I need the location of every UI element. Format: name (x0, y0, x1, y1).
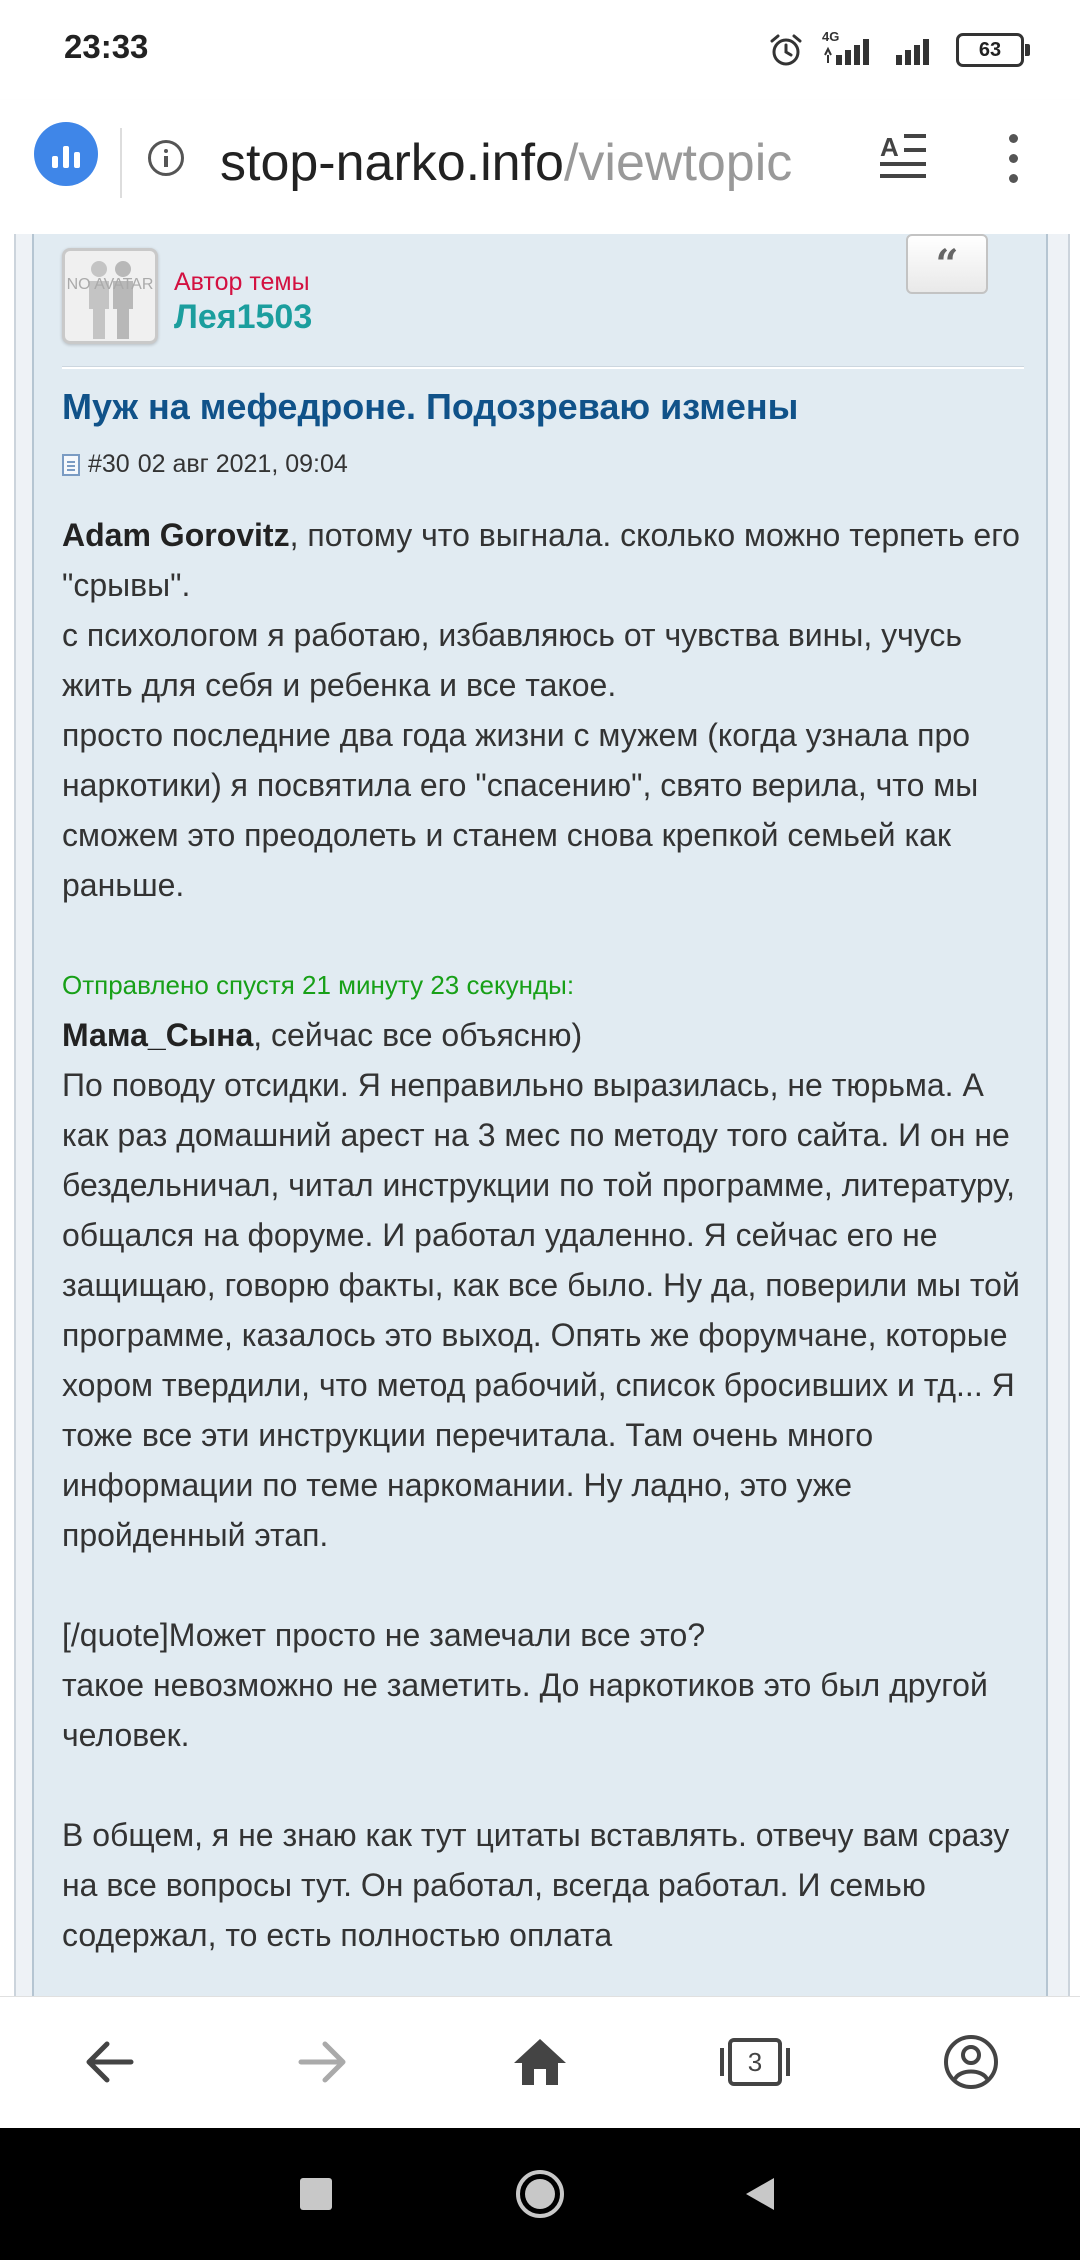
avatar[interactable] (62, 248, 158, 344)
url-domain: stop-narko.info (220, 134, 564, 192)
post-divider (62, 366, 1024, 369)
author-name-link[interactable]: Лея1503 (174, 298, 313, 336)
account-icon[interactable] (936, 2027, 1006, 2097)
more-vert-icon[interactable] (1004, 134, 1024, 184)
forum-post (32, 234, 1048, 1996)
network-type-label: 4G (822, 29, 840, 44)
tabs-count: 3 (728, 2038, 782, 2086)
url-field[interactable] (220, 128, 850, 198)
post-date: 02 авг 2021, 09:04 (137, 450, 348, 478)
battery-icon: 63 (956, 33, 1024, 67)
url-path: /viewtopic (563, 134, 793, 192)
home-icon[interactable] (505, 2027, 575, 2097)
forward-arrow-icon[interactable] (288, 2027, 358, 2097)
mentioned-user: Adam Gorovitz (62, 517, 290, 553)
post-body (62, 510, 1032, 1960)
reader-mode-icon[interactable]: A (880, 134, 926, 184)
post-paragraph: По поводу отсидки. Я неправильно выразилась, не тюрьма. А как раз домашний арест на 3 мес по методу того сайта. И он не бездельничал, читал инструкции по той программе, литературу, общался на форуме. И работал удаленно. Я сейчас его не защищаю, говорю факты, как все было. Ну да, поверили мы той программе, казалось это выход. Опять же форумчане, которые хором твердили, что метод рабочий, список бросивших и тд... Я тоже все эти инструкции перечитала. Там очень много информации по теме наркомании. Ну ладно, это уже пройденный этап. (62, 1067, 1020, 1553)
home-circle-icon[interactable] (510, 2164, 570, 2224)
system-nav-bar (0, 2128, 1080, 2260)
back-triangle-icon[interactable] (730, 2164, 790, 2224)
status-time: 23:33 (64, 28, 149, 65)
post-meta (62, 450, 348, 479)
post-paragraph: такое невозможно не заметить. До наркотиков это был другой человек. (62, 1667, 988, 1753)
alarm-icon (768, 32, 804, 68)
tabs-icon[interactable] (720, 2027, 790, 2097)
post-paragraph: просто последние два года жизни с мужем (когда узнала про наркотики) я посвятила его "спасению", свято верила, что мы сможем это преодолеть и станем снова крепкой семьей как раньше. (62, 717, 979, 903)
browser-address-bar (0, 100, 1080, 235)
author-label: Автор темы (174, 268, 310, 296)
post-paragraph: В общем, я не знаю как тут цитаты вставлять. отвечу вам сразу на все вопросы тут. Он работал, всегда работал. И семью содержал, то есть полностью оплата (62, 1817, 1010, 1953)
post-paragraph: с психологом я работаю, избавляюсь от чувства вины, учусь жить для себя и ребенка и все такое. (62, 617, 963, 703)
post-paragraph: [/quote]Может просто не замечали все это? (62, 1617, 706, 1653)
status-bar (0, 0, 1080, 100)
address-divider (120, 128, 122, 198)
status-icons (768, 28, 1024, 72)
signal-icon-2 (894, 35, 938, 65)
info-icon[interactable] (148, 140, 184, 176)
signal-icon (822, 29, 876, 65)
post-file-icon[interactable] (62, 454, 80, 476)
avatar-placeholder-text: NO AVATAR (66, 276, 154, 293)
post-number[interactable]: #30 (88, 450, 130, 478)
post-paragraph: Adam Gorovitz, потому что выгнала. сколько можно терпеть его "срывы". (62, 517, 1020, 603)
browser-logo-icon[interactable] (34, 122, 98, 186)
recents-square-icon[interactable] (286, 2164, 346, 2224)
post-paragraph: Мама_Сына, сейчас все объясню) (62, 1017, 583, 1053)
mentioned-user: Мама_Сына (62, 1017, 254, 1053)
quote-button[interactable]: “ (906, 234, 988, 294)
page-content (0, 234, 1080, 1996)
sent-later-note: Отправлено спустя 21 минуту 23 секунды: (62, 970, 575, 1000)
browser-bottom-nav (0, 1996, 1080, 2129)
back-arrow-icon[interactable] (74, 2027, 144, 2097)
post-title[interactable]: Муж на мефедроне. Подозреваю измены (62, 386, 799, 427)
